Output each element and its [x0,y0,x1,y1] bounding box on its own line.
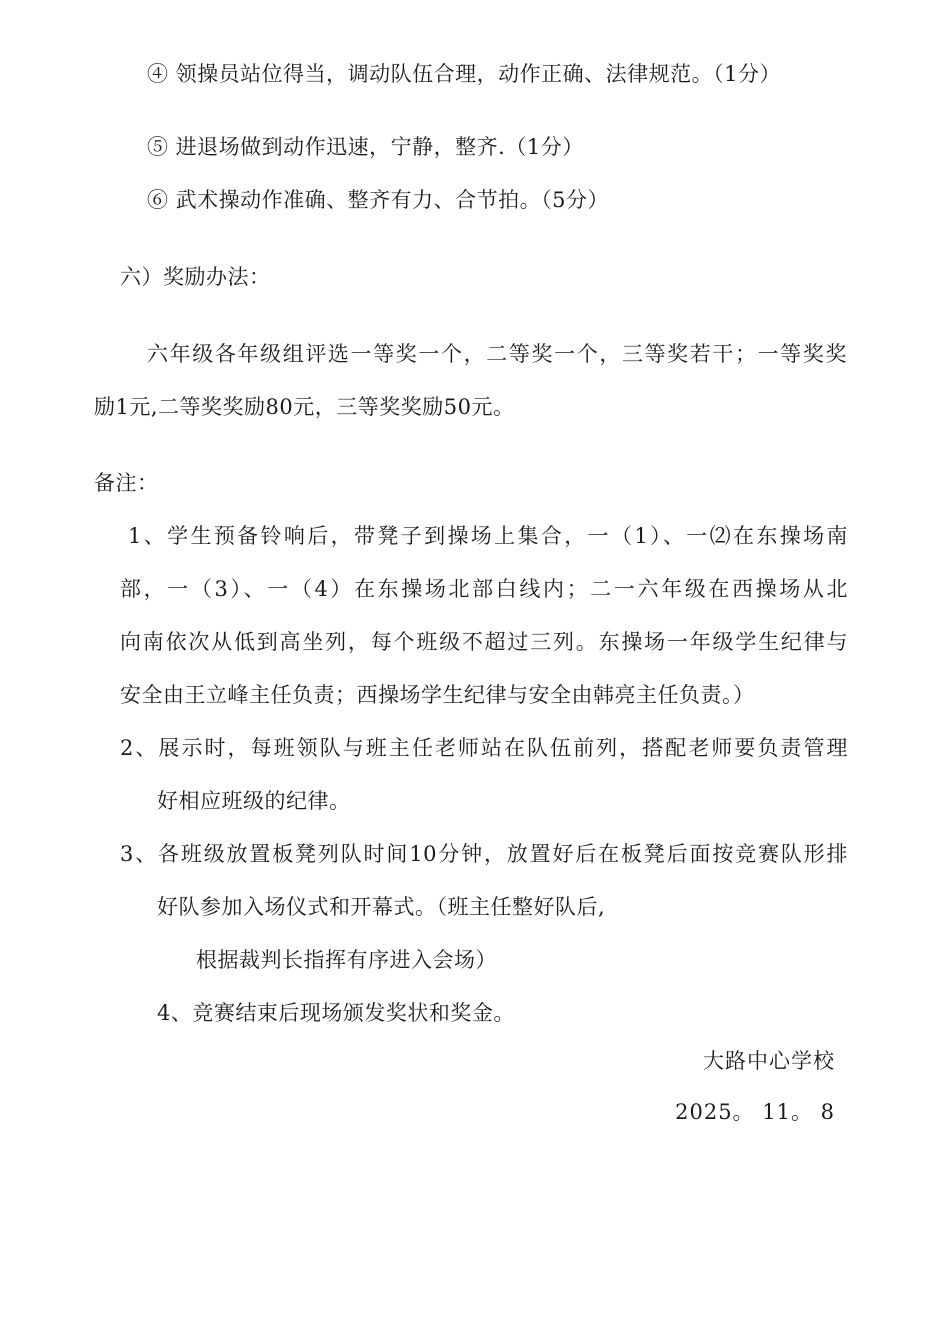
note-4: 4、竞赛结束后现场颁发奖状和奖金。 [157,1001,515,1025]
note-2-line-1: 2、展示时，每班领队与班主任老师站在队伍前列，搭配老师要负责管理 [120,736,848,760]
note-1-line-3: 向南依次从低到高坐列，每个班级不超过三列。东操场一年级学生纪律与 [120,630,848,654]
notes-heading: 备注： [94,471,159,495]
school-name: 大路中心学校 [703,1049,835,1073]
rewards-heading: 六）奖励办法： [120,265,271,289]
note-3-line-1: 3、各班级放置板凳列队时间10分钟，放置好后在板凳后面按竞赛队形排 [120,842,848,866]
criteria-item-6: ⑥ 武术操动作准确、整齐有力、合节拍。（5分） [147,188,610,212]
document-date: 2025。 11。 8 [675,1100,835,1124]
note-3-line-2: 好队参加入场仪式和开幕式。（班主任整好队后, [157,895,606,919]
criteria-item-4: ④ 领操员站位得当，调动队伍合理，动作正确、法律规范。（1分） [147,62,782,86]
note-1-line-1: 1、学生预备铃响后，带凳子到操场上集合，一（1）、一⑵在东操场南 [128,524,848,548]
note-2-line-2: 好相应班级的纪律。 [157,789,351,813]
note-3-line-3: 根据裁判长指挥有序进入会场） [196,948,497,972]
criteria-item-5: ⑤ 进退场做到动作迅速，宁静，整齐.（1分） [147,135,584,159]
note-1-line-2: 部，一（3）、一（4）在东操场北部白线内；二一六年级在西操场从北 [120,577,848,601]
rewards-text-line-2: 励1元,二等奖奖励80元，三等奖奖励50元。 [94,395,515,419]
rewards-text-line-1: 六年级各年级组评选一等奖一个，二等奖一个，三等奖若干；一等奖奖 [147,342,847,366]
note-1-line-4: 安全由王立峰主任负责；西操场学生纪律与安全由韩亮主任负责。） [120,683,755,707]
